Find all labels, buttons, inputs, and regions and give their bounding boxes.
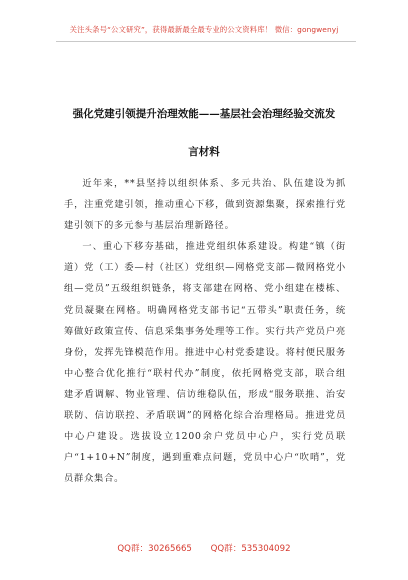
document-title-line-2: 言材料 xyxy=(188,146,220,158)
document-title-line-1: 强化党建引领提升治理效能——基层社会治理经验交流发 xyxy=(72,108,336,120)
body-paragraph-intro: 近年来，**县坚持以组织体系、多元共治、队伍建设为抓手，注重党建引领，推动重心下移，做到资源集聚，探索推行党建引领下的多元参与基层治理新路径。 xyxy=(64,178,346,232)
page-footer xyxy=(0,542,408,554)
footer-qq-group-1: QQ群：30265665 xyxy=(117,544,192,554)
footer-qq-group-2: QQ群：535304092 xyxy=(210,544,291,554)
header-divider xyxy=(56,41,356,42)
document-body xyxy=(64,173,346,489)
body-paragraph-section-1: 一、重心下移夯基础，推进党组织体系建设。构建“镇（街道）党（工）委—村（社区）党组织—网格党支部—微网格党小组—党员”五级组织链条，将支部建在网格、党小组建在楼栋、党员凝聚在网格。明确网格党支部书记“五带头”职责任务，统筹做好政策宣传、信息采集事务处理等工作。实行共产党员户亮身份，发挥先锋模范作用。推进中心村党委建设。将村便民服务中心整合优化推行“联村代办”制度，依托网格党支部，联合组建矛盾调解、物业管理、信访维稳队伍，形成“服务联推、治安联防、信访联控、矛盾联调”的网格化综合治理格局。推进党员中心户建设。选拔设立1200余户党员中心户，实行党员联户“1+10+N”制度，遇到重难点问题，党员中心户“吹哨”，党员群众集合。 xyxy=(64,241,346,485)
page-header-banner: 关注头条号“公文研究”，获得最新最全最专业的公文资料库！ 微信：gongwenyj xyxy=(69,25,339,34)
